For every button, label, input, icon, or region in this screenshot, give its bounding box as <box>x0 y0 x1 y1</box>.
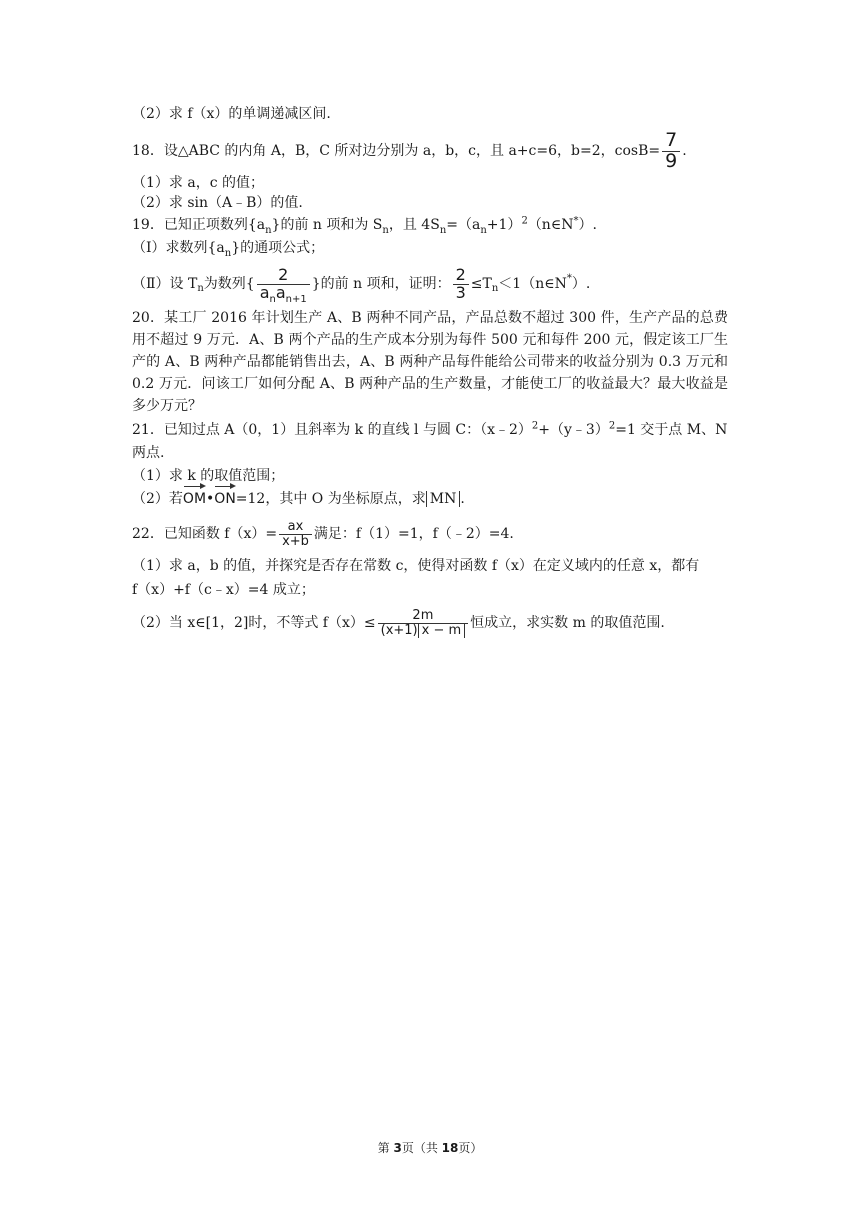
q22-part1 <box>132 556 732 576</box>
q22-stem <box>132 516 732 552</box>
footer-text-b: 页（共 <box>401 1141 442 1155</box>
q19-part2-text-e: ＜1（n∈N <box>498 276 567 292</box>
q19-part1-text-b: }的通项公式； <box>231 240 325 256</box>
q19-part2-text-f: ）. <box>571 276 591 292</box>
footer-text-c: 页） <box>458 1141 483 1155</box>
abs-mn: MN <box>426 491 461 507</box>
q19-part2-text-b: 为数列{ <box>203 276 255 292</box>
den-sub1: n <box>269 293 276 305</box>
page-total: 18 <box>441 1141 459 1155</box>
q19-part1-text-a: （Ⅰ）求数列{a <box>132 240 225 256</box>
den-x-plus-1: (x+1) <box>380 622 418 638</box>
q18-stem <box>132 128 732 172</box>
q18-part2-text: （2）求 sin（A﹣B）的值. <box>132 195 303 211</box>
q21-stem <box>132 420 732 440</box>
q22-part2-text-b: 恒成立，求实数 m 的取值范围. <box>470 615 665 631</box>
dot-product-symbol: • <box>206 491 215 507</box>
q21-sup-2: 2 <box>608 420 616 432</box>
q18-part1 <box>132 173 732 193</box>
fraction-numerator: 7 <box>665 128 678 151</box>
q19-sub-4: n <box>480 224 487 236</box>
q19-part1-sub: n <box>224 247 232 259</box>
q19-sub-1: n <box>265 224 272 236</box>
q19-text-7: ）. <box>578 217 597 233</box>
q19-stem <box>132 215 732 235</box>
q20-problem <box>132 307 728 417</box>
q22-part1-text-a: （1）求 a，b 的值，并探究是否存在常数 c，使得对函数 f（x）在定义域内的任意 x，都有 <box>132 558 700 574</box>
fraction-denominator <box>257 282 310 305</box>
q19-sup-2: * <box>573 215 579 227</box>
q22-inequality-fraction <box>378 609 469 637</box>
q22-part1-cont <box>132 580 732 600</box>
q18-part1-text: （1）求 a，c 的值； <box>132 175 264 191</box>
q19-text-3: ，且 4S <box>388 217 440 233</box>
q19-part2: （Ⅱ）设 T n 为数列{ $\frac{2}{a_na_{n+1}}$ }的前 n 项和，证明： $\frac{2}{3}$ ≤T n ＜1（n∈N * ）. <box>132 264 591 305</box>
q21-part2-text-c: . <box>460 491 465 507</box>
den-a1: a <box>259 282 270 302</box>
q21-part1-text: （1）求 k 的取值范围； <box>132 468 285 484</box>
q19-part1 <box>132 238 732 258</box>
q19-part2-text-a: （Ⅱ）设 T <box>132 276 198 292</box>
q19-two-thirds-fraction <box>453 264 469 302</box>
q19-sup-1: 2 <box>521 215 528 227</box>
q18-stem-end: . <box>682 143 687 159</box>
fraction-denominator: 9 <box>665 149 678 172</box>
q21-stem-cont <box>132 443 732 463</box>
fraction-numerator: ax <box>287 518 304 534</box>
q21-sup-1: 2 <box>531 420 539 432</box>
fraction-numerator: 2 <box>278 264 289 284</box>
q20-text: 20．某工厂 2016 年计划生产 A、B 两种不同产品，产品总数不超过 300 件，生产产品的总费用不超过 9 万元．A、B 两个产品的生产成本分别为每件 500 元和每件 200 元，假定该工厂生产的 A、B 两种产品都能销售出去，A、B 两种产品每件能给公司带来的收益分别为 0.3 万元和 0.2 万元．问该工厂如何分配 A、B 两种产品的生产数量，才能使工厂的收益最大？最大收益是多少万元？ <box>132 310 728 414</box>
q18-stem-text: 18．设△ABC 的内角 A，B，C 所对边分别为 a，b，c，且 a+c=6，b=2，cosB= <box>132 143 661 159</box>
fraction-denominator: 3 <box>455 282 466 302</box>
q17-part2 <box>132 104 732 124</box>
q19-part2-text-d: ≤T <box>470 276 492 292</box>
page-number: 3 <box>393 1141 402 1155</box>
q22-text-b: 满足：f（1）=1，f（﹣2）=4. <box>313 526 514 542</box>
footer-text-a: 第 <box>377 1141 394 1155</box>
q19-text-6: （n∈N <box>527 217 574 233</box>
q19-sub-3: n <box>439 224 447 236</box>
q18-cosb-fraction <box>662 128 680 172</box>
q18-part2 <box>132 193 732 213</box>
q21-text-c: =1 交于点 M、N <box>615 422 728 438</box>
q21-text-b: +（y﹣3） <box>538 422 609 438</box>
q19-tn-fraction <box>257 264 310 305</box>
page-footer <box>0 1139 860 1156</box>
fraction-numerator: 2 <box>455 264 466 284</box>
q19-text-1: 19．已知正项数列{a <box>132 217 266 233</box>
q22-part2 <box>132 604 732 642</box>
q19-text-5: +1） <box>486 217 522 233</box>
den-abs-x-minus-m: x − m <box>418 623 466 638</box>
q22-function-fraction <box>279 520 312 548</box>
q21-text-d: 两点. <box>132 445 165 461</box>
vector-om: OM <box>182 491 207 507</box>
den-sub2: n+1 <box>285 293 307 305</box>
q21-text-a: 21．已知过点 A（0，1）且斜率为 k 的直线 l 与圆 C：（x﹣2） <box>132 422 532 438</box>
q19-part2-text-c: }的前 n 项和，证明： <box>311 276 451 292</box>
q22-part2-text-a: （2）当 x∈[1，2]时，不等式 f（x）≤ <box>132 615 376 631</box>
q19-text-2: }的前 n 项和为 S <box>271 217 383 233</box>
q19-text-4: =（a <box>446 217 481 233</box>
q21-part2 <box>132 489 732 509</box>
den-a2: a <box>275 282 286 302</box>
vector-on: ON <box>214 491 236 507</box>
q21-part2-text-a: （2）若 <box>132 491 183 507</box>
fraction-denominator <box>378 624 469 638</box>
fraction-denominator: x+b <box>282 533 309 549</box>
q19-sub-2: n <box>382 224 389 236</box>
q21-part1 <box>132 466 732 486</box>
q22-text-a: 22．已知函数 f（x）= <box>132 526 278 542</box>
q17-part2-text: （2）求 f（x）的单调递减区间. <box>132 106 331 122</box>
fraction-numerator: 2m <box>412 607 434 623</box>
q22-part1-text-b: f（x）+f（c﹣x）=4 成立； <box>132 582 315 598</box>
q21-part2-text-b: =12，其中 O 为坐标原点，求 <box>235 491 426 507</box>
